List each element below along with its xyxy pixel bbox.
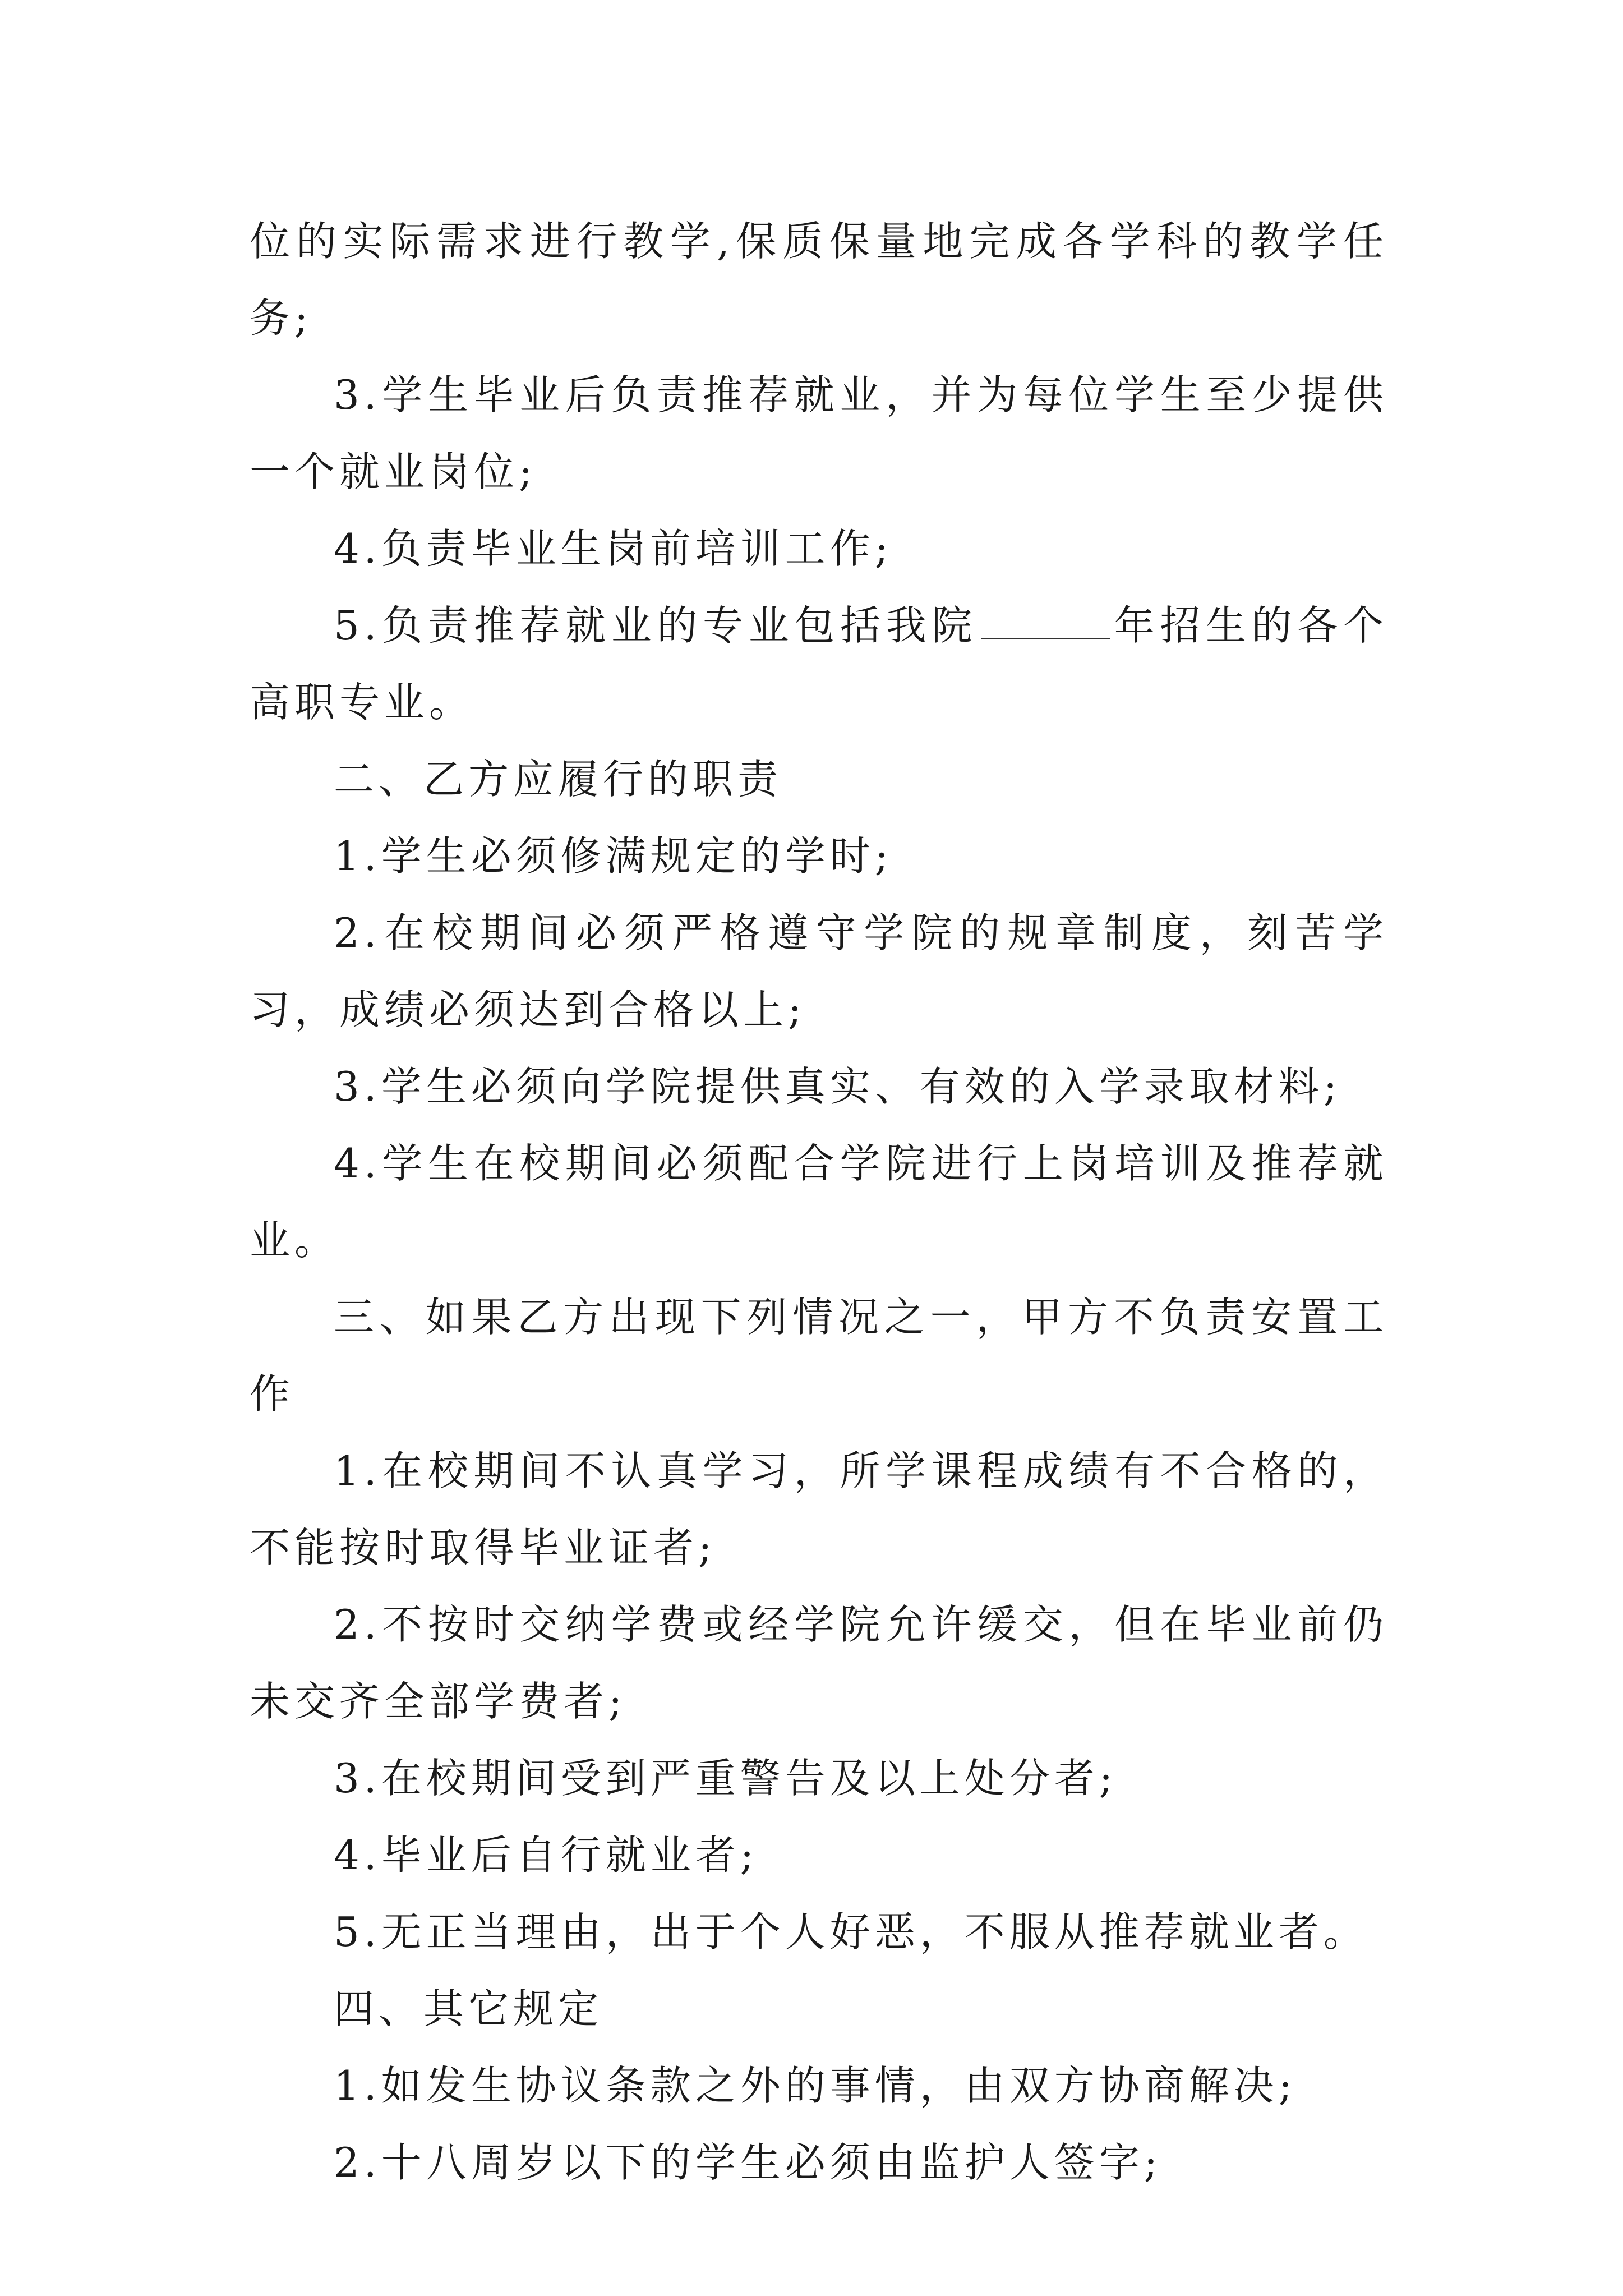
section-heading-exclusions: 三、如果乙方出现下列情况之一，甲方不负责安置工作: [250, 1294, 1388, 1418]
paragraph-exclusion-item-5: 5.无正当理由，出于个人好恶，不服从推荐就业者。: [334, 1908, 1368, 1955]
section-heading-other-provisions: 四、其它规定: [334, 1985, 603, 2032]
section-heading-party-b-duties: 二、乙方应履行的职责: [334, 756, 783, 803]
paragraph-exclusion-item-1: 1.在校期间不认真学习，所学课程成绩有不合格的，不能按时取得毕业证者;: [250, 1447, 1388, 1571]
paragraph-item-5-text-after: 年招生的各个高职专业。: [250, 602, 1388, 726]
paragraph-other-item-1: 1.如发生协议条款之外的事情，由双方协商解决;: [334, 2062, 1297, 2109]
paragraph-b-item-1: 1.学生必须修满规定的学时;: [334, 832, 893, 880]
paragraph-item-3-recommend-employment: 3.学生毕业后负责推荐就业，并为每位学生至少提供一个就业岗位;: [250, 371, 1388, 495]
paragraph-item-5-majors: [250, 587, 1388, 741]
paragraph-continuation: 位的实际需求进行教学,保质保量地完成各学科的教学任务;: [250, 218, 1388, 342]
paragraph-exclusion-item-4: 4.毕业后自行就业者;: [334, 1832, 758, 1879]
paragraph-b-item-3: 3.学生必须向学院提供真实、有效的入学录取材料;: [334, 1063, 1341, 1110]
paragraph-item-4-pre-job-training: 4.负责毕业生岗前培训工作;: [334, 525, 893, 572]
paragraph-b-item-2: 2.在校期间必须严格遵守学院的规章制度，刻苦学习，成绩必须达到合格以上;: [250, 909, 1388, 1033]
document-body: [250, 203, 1388, 2201]
fill-in-blank-year: [981, 605, 1110, 639]
paragraph-exclusion-item-2: 2.不按时交纳学费或经学院允许缓交，但在毕业前仍未交齐全部学费者;: [250, 1601, 1388, 1725]
paragraph-b-item-4: 4.学生在校期间必须配合学院进行上岗培训及推荐就业。: [250, 1140, 1388, 1264]
paragraph-other-item-2: 2.十八周岁以下的学生必须由监护人签字;: [334, 2139, 1162, 2186]
paragraph-item-5-text-before: 5.负责推荐就业的专业包括我院: [334, 602, 978, 649]
paragraph-exclusion-item-3: 3.在校期间受到严重警告及以上处分者;: [334, 1755, 1117, 1802]
